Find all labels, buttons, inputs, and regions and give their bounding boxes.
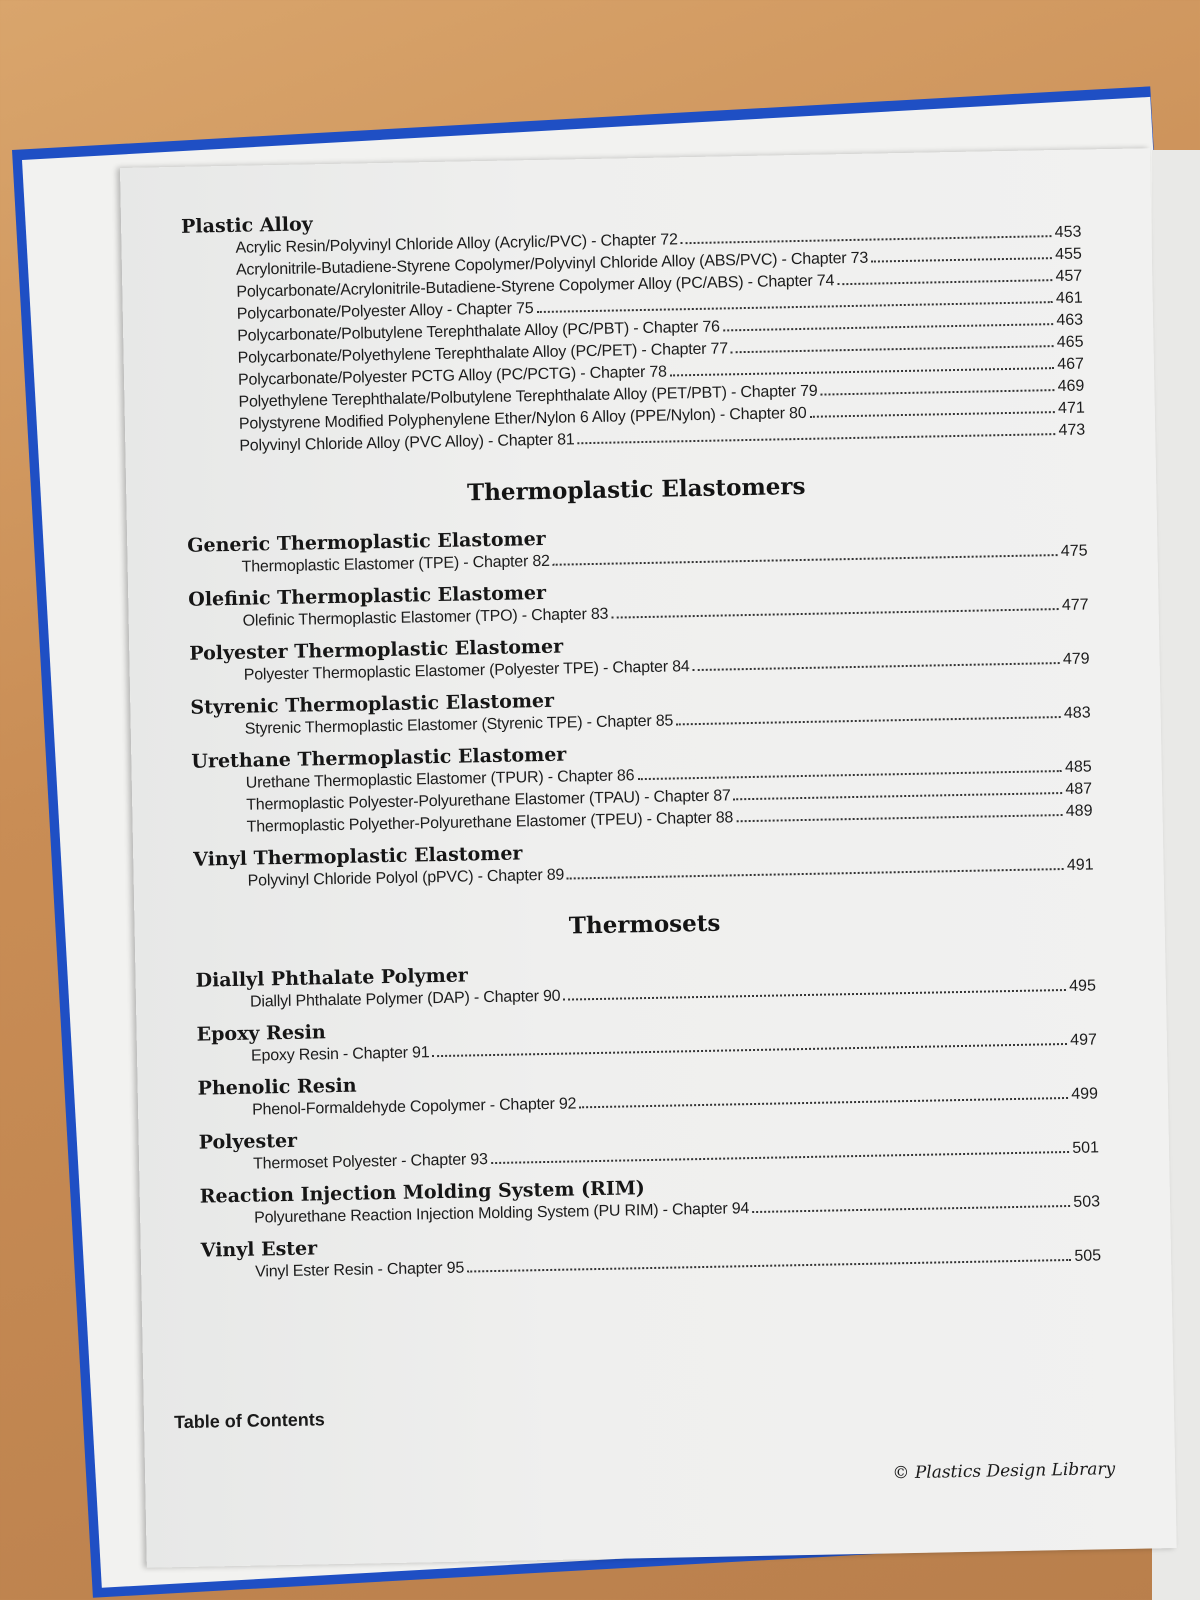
- page-number: 491: [1066, 856, 1094, 874]
- dot-leader: [637, 770, 1062, 780]
- entry-label: Phenol-Formaldehyde Copolymer - Chapter 92: [251, 1095, 577, 1119]
- dot-leader: [871, 257, 1052, 262]
- page-number: 501: [1072, 1139, 1100, 1157]
- group-heading: Vinyl Ester: [200, 1237, 318, 1262]
- page-number: 461: [1055, 289, 1083, 308]
- dot-leader: [752, 1205, 1070, 1213]
- dot-leader: [467, 1259, 1071, 1273]
- page-number: 477: [1061, 596, 1089, 614]
- page-number: 505: [1074, 1247, 1102, 1265]
- dot-leader: [809, 411, 1055, 418]
- dot-leader: [670, 367, 1054, 376]
- entry-label: Polyester Thermoplastic Elastomer (Polyester TPE) - Chapter 84: [243, 658, 690, 684]
- entry-label: Styrenic Thermoplastic Elastomer (Styrenic TPE) - Chapter 85: [244, 712, 674, 738]
- dot-leader: [693, 662, 1060, 671]
- dot-leader: [579, 1097, 1068, 1108]
- dot-leader: [837, 279, 1052, 285]
- dot-leader: [736, 814, 1063, 822]
- section-title: Thermosets: [568, 909, 721, 940]
- page-number: 485: [1064, 758, 1092, 776]
- group-heading: Polyester Thermoplastic Elastomer: [189, 635, 564, 665]
- entry-label: Polyurethane Reaction Injection Molding System (PU RIM) - Chapter 94: [254, 1200, 750, 1227]
- group-heading: Vinyl Thermoplastic Elastomer: [193, 842, 523, 871]
- entry-label: Diallyl Phthalate Polymer (DAP) - Chapter 90: [249, 987, 561, 1011]
- group-heading: Generic Thermoplastic Elastomer: [187, 527, 546, 557]
- dot-leader: [723, 323, 1054, 331]
- page-number: 475: [1060, 542, 1088, 561]
- dot-leader: [563, 989, 1066, 1001]
- dot-leader: [731, 345, 1054, 353]
- page-number: 463: [1056, 311, 1084, 330]
- page-number: 465: [1056, 333, 1084, 352]
- entry-label: Polyvinyl Chloride Alloy (PVC Alloy) - Chapter 81: [239, 431, 575, 455]
- dot-leader: [676, 716, 1061, 725]
- dot-leader: [567, 868, 1064, 880]
- group-heading: Epoxy Resin: [196, 1021, 326, 1046]
- group-heading: Styrenic Thermoplastic Elastomer: [190, 689, 555, 719]
- group-heading: Olefinic Thermoplastic Elastomer: [188, 581, 547, 611]
- footer-title: Table of Contents: [173, 1409, 325, 1433]
- dot-leader: [611, 608, 1059, 619]
- entry-label: Polycarbonate/Polbutylene Terephthalate Alloy (PC/PBT) - Chapter 76: [237, 318, 720, 345]
- entry-label: Polyvinyl Chloride Polyol (pPVC) - Chapter 89: [247, 866, 565, 890]
- toc-contents: [181, 190, 1102, 1285]
- entry-label: Epoxy Resin - Chapter 91: [250, 1044, 430, 1065]
- entry-label: Thermoplastic Polyether-Polyurethane Elastomer (TPEU) - Chapter 88: [246, 809, 734, 836]
- entry-label: Thermoset Polyester - Chapter 93: [252, 1151, 488, 1173]
- page-number: 471: [1057, 399, 1085, 418]
- section-title: Thermoplastic Elastomers: [466, 472, 806, 507]
- page-number: 457: [1055, 267, 1083, 286]
- page-number: 467: [1057, 355, 1085, 374]
- entry-label: Polycarbonate/Polyethylene Terephthalate Alloy (PC/PET) - Chapter 77: [237, 340, 729, 367]
- page-number: 453: [1054, 223, 1082, 242]
- group-heading: Reaction Injection Molding System (RIM): [199, 1177, 645, 1208]
- entry-label: Polycarbonate/Acrylonitrile-Butadiene-Styrene Copolymer Alloy (PC/ABS) - Chapter 74: [236, 272, 835, 301]
- page-number: 479: [1062, 650, 1090, 668]
- group-heading: Diallyl Phthalate Polymer: [195, 964, 469, 992]
- group-heading: Polyester: [198, 1129, 298, 1154]
- page-number: 469: [1057, 377, 1085, 396]
- entry-label: Vinyl Ester Resin - Chapter 95: [255, 1259, 465, 1281]
- page-number: 455: [1054, 245, 1082, 264]
- entry-label: Polystyrene Modified Polyphenylene Ether/Nylon 6 Alloy (PPE/Nylon) - Chapter 80: [238, 404, 807, 433]
- page-number: 499: [1071, 1085, 1099, 1103]
- page-number: 497: [1070, 1031, 1098, 1049]
- group-heading: Phenolic Resin: [197, 1074, 357, 1100]
- entry-label: Urethane Thermoplastic Elastomer (TPUR) - Chapter 86: [245, 767, 635, 792]
- entry-label: Acrylonitrile-Butadiene-Styrene Copolymer/Polyvinyl Chloride Alloy (ABS/PVC) - Chapter 73: [235, 249, 869, 279]
- page-number: 487: [1065, 780, 1093, 798]
- footer-copyright: © Plastics Design Library: [892, 1459, 1116, 1484]
- dot-leader: [553, 554, 1058, 566]
- dot-leader: [432, 1043, 1067, 1057]
- entry-label: Polycarbonate/Polyester PCTG Alloy (PC/PCTG) - Chapter 78: [237, 363, 667, 389]
- group-heading: Urethane Thermoplastic Elastomer: [191, 743, 567, 773]
- group-heading: Plastic Alloy: [180, 213, 313, 238]
- entry-label: Polyethylene Terephthalate/Polbutylene Terephthalate Alloy (PET/PBT) - Chapter 79: [238, 382, 818, 411]
- toc-page: [120, 148, 1177, 1568]
- entry-label: Acrylic Resin/Polyvinyl Chloride Alloy (Acrylic/PVC) - Chapter 72: [235, 231, 678, 257]
- entry-label: Thermoplastic Elastomer (TPE) - Chapter 82: [241, 552, 550, 576]
- page-number: 483: [1063, 704, 1091, 722]
- dot-leader: [491, 1151, 1070, 1164]
- entry-label: Thermoplastic Polyester-Polyurethane Elastomer (TPAU) - Chapter 87: [246, 787, 731, 814]
- page-number: 495: [1069, 977, 1097, 995]
- dot-leader: [734, 792, 1063, 800]
- dot-leader: [578, 433, 1056, 444]
- dot-leader: [681, 235, 1052, 244]
- page-number: 473: [1058, 421, 1086, 440]
- entry-label: Polycarbonate/Polyester Alloy - Chapter 75: [236, 300, 534, 323]
- page-number: 489: [1065, 802, 1093, 820]
- entry-label: Olefinic Thermoplastic Elastomer (TPO) - Chapter 83: [242, 605, 609, 630]
- page-number: 503: [1073, 1193, 1101, 1211]
- dot-leader: [821, 389, 1055, 395]
